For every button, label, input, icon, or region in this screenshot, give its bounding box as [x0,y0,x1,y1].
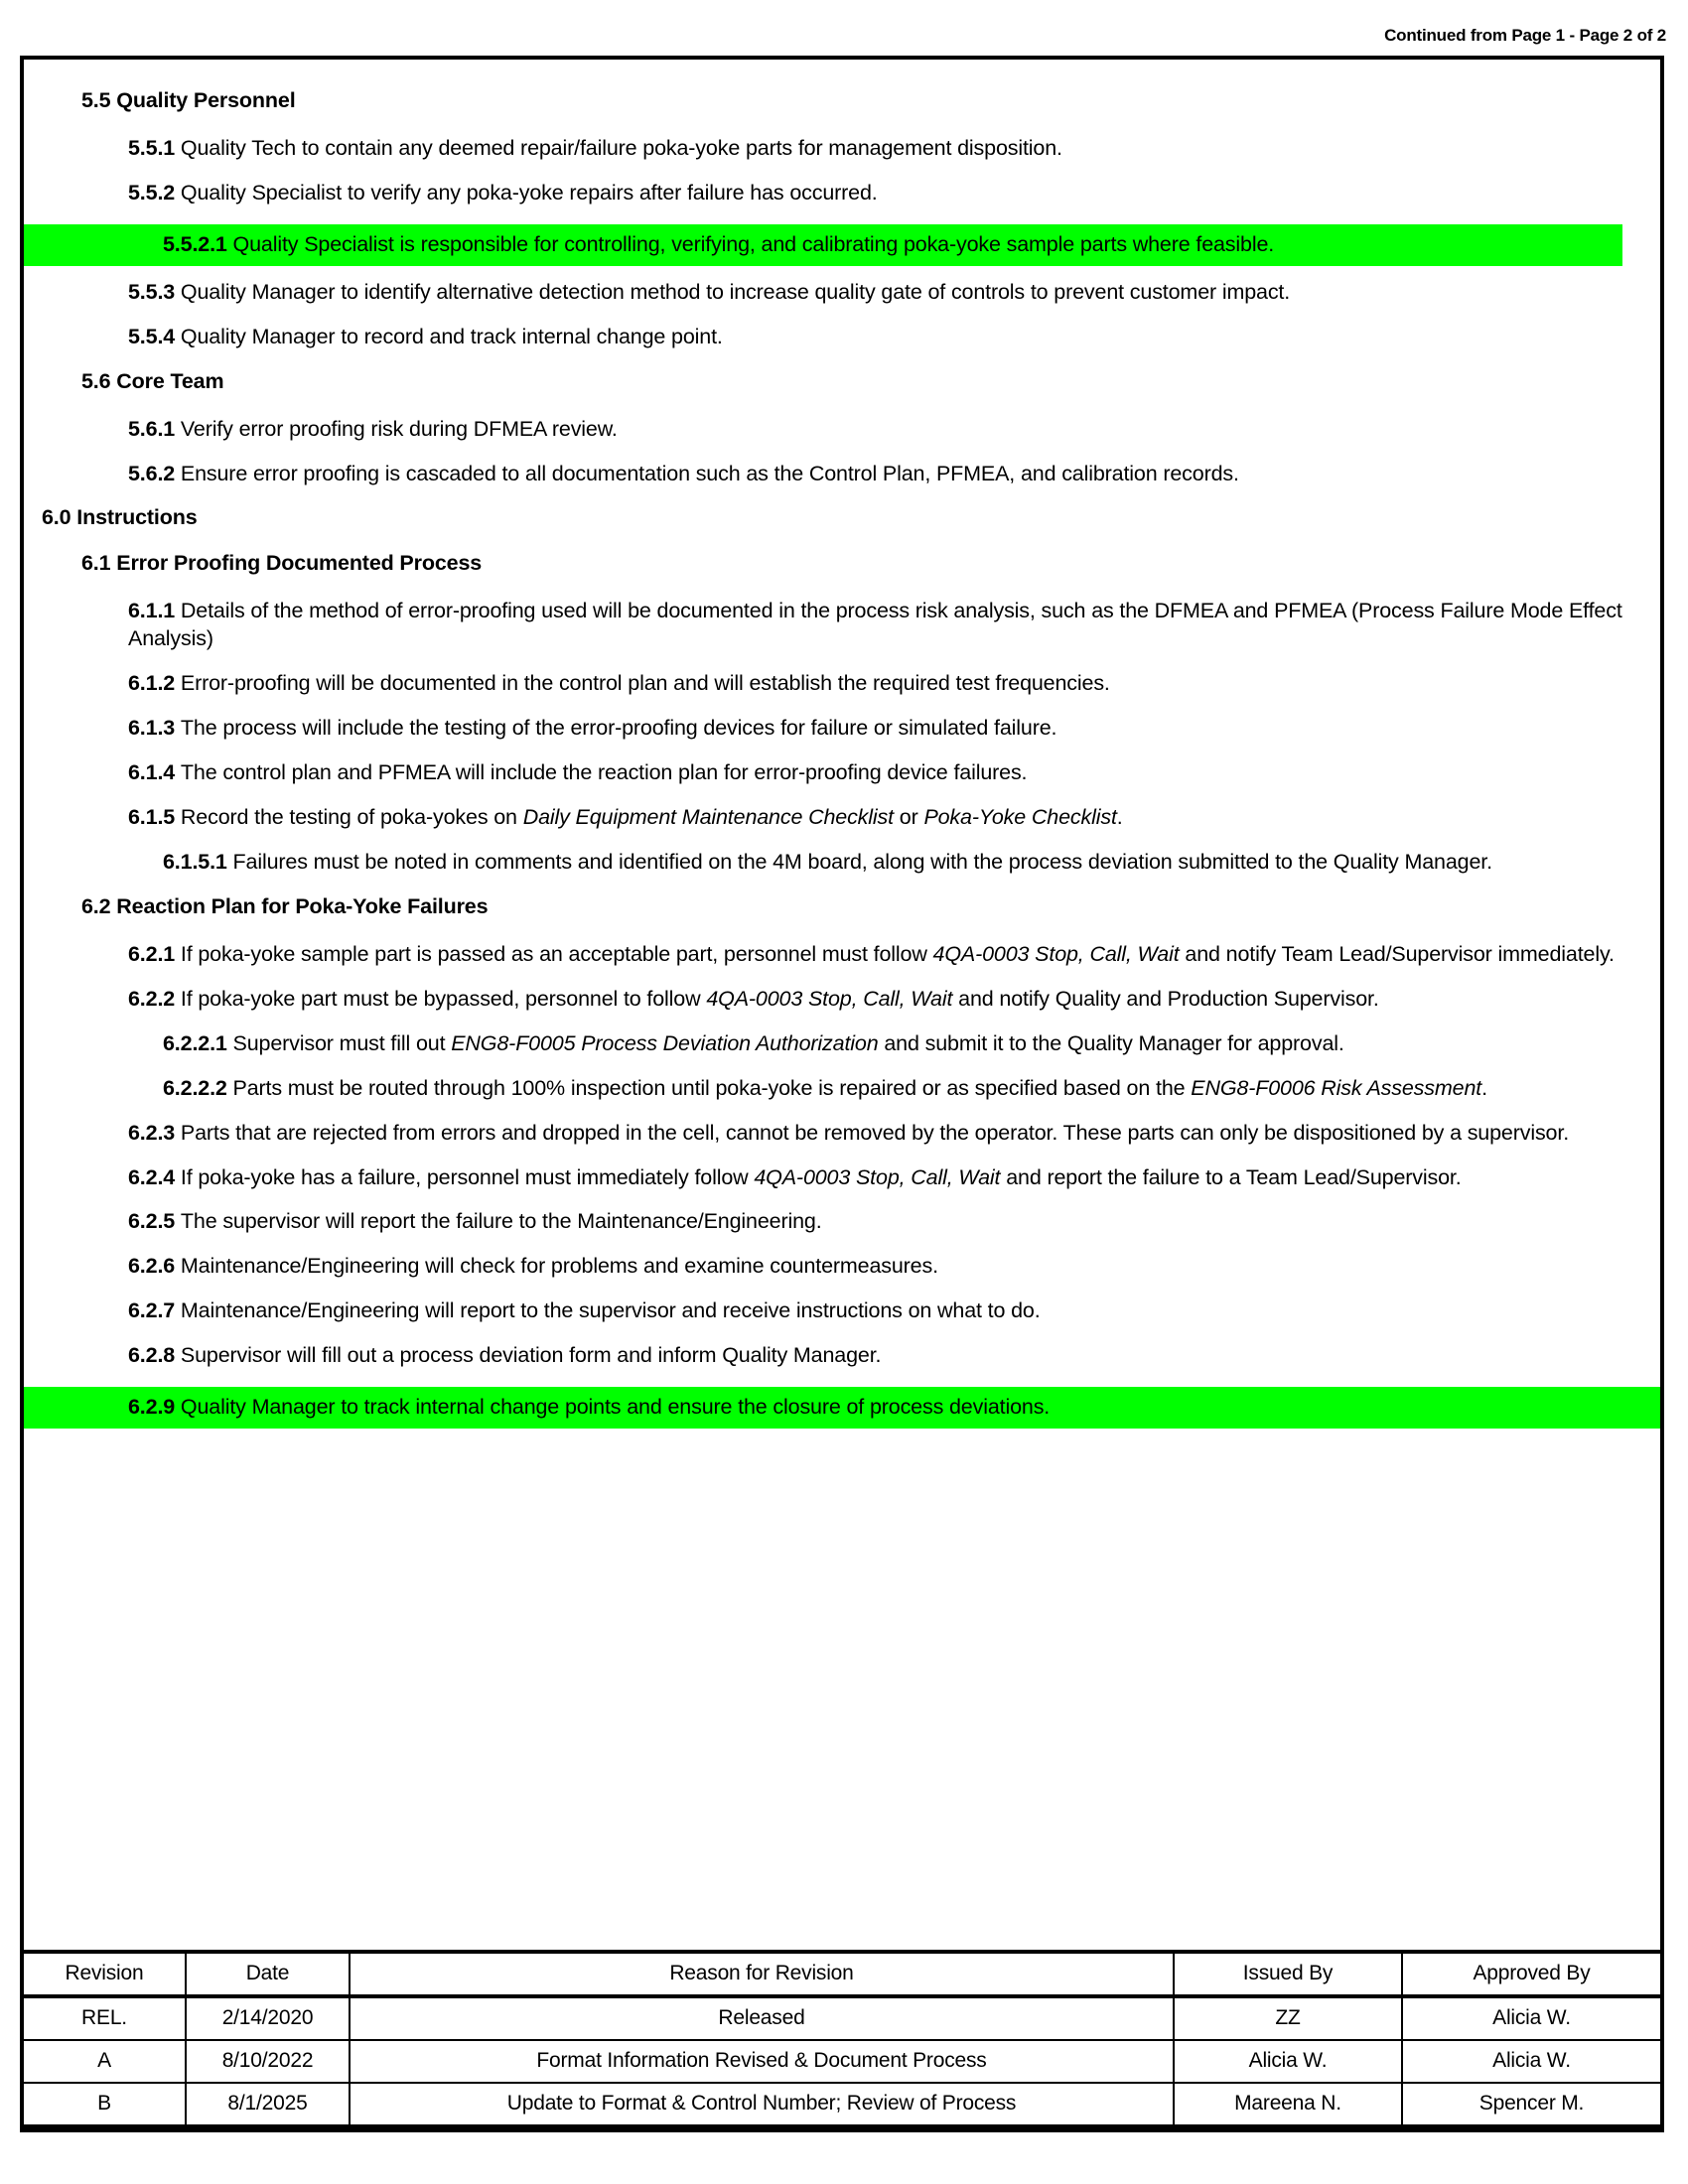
heading-6-1 [24,550,1660,578]
clause-5-5-3-number: 5.5.3 [128,279,181,304]
clause-6-1-5-doc-ref-1: Daily Equipment Maintenance Checklist [522,805,894,829]
cell-reason: Released [350,1996,1174,2040]
cell-issued-by: Mareena N. [1174,2083,1402,2126]
clause-5-5-1-text: Quality Tech to contain any deemed repair/failure poka-yoke parts for management disposition. [180,135,1062,160]
clause-6-2-5 [24,1208,1660,1236]
heading-6-0 [24,504,1660,532]
clause-5-6-1-number: 5.6.1 [128,416,181,441]
clause-5-5-2 [24,180,1660,207]
cell-issued-by: ZZ [1174,1996,1402,2040]
clause-6-2-8-text: Supervisor will fill out a process deviation form and inform Quality Manager. [180,1343,882,1368]
clause-6-1-5 [24,804,1660,832]
clause-6-2-1-pre: If poka-yoke sample part is passed as an acceptable part, personnel must follow [180,941,933,966]
clause-6-2-1 [24,941,1660,969]
cell-issued-by: Alicia W. [1174,2040,1402,2083]
table-row [24,2040,1660,2083]
clause-6-1-4-number: 6.1.4 [128,760,181,785]
clause-5-5-1 [24,135,1660,163]
clause-6-1-5-post: . [1116,805,1123,829]
column-header-date: Date [186,1952,350,1996]
clause-6-2-2-2-number: 6.2.2.2 [163,1075,233,1100]
clause-5-6-1-text: Verify error proofing risk during DFMEA review. [180,416,618,441]
clause-5-5-2-number: 5.5.2 [128,180,181,205]
clause-6-2-6-number: 6.2.6 [128,1254,181,1279]
clause-6-2-8-number: 6.2.8 [128,1343,181,1368]
clause-6-2-2-2-doc-ref: ENG8-F0006 Risk Assessment [1191,1075,1482,1100]
cell-revision: REL. [24,1996,186,2040]
heading-5-5 [24,87,1660,115]
clause-6-2-9-highlighted [24,1387,1660,1429]
clause-5-5-3-text: Quality Manager to identify alternative detection method to increase quality gate of controls to prevent customer impact. [180,279,1291,304]
clause-6-1-1-number: 6.1.1 [128,599,181,623]
clause-6-2-4 [24,1164,1660,1192]
clause-6-1-5-mid: or [893,805,924,829]
clause-6-2-5-text: The supervisor will report the failure to the Maintenance/Engineering. [180,1209,822,1234]
heading-5-6-text: 5.6 Core Team [81,368,224,393]
cell-reason: Update to Format & Control Number; Review of Process [350,2083,1174,2126]
clause-5-5-2-1-highlighted [24,224,1622,266]
clause-6-2-9-text: Quality Manager to track internal change points and ensure the closure of process deviations. [180,1395,1051,1420]
clause-6-2-9-number: 6.2.9 [128,1395,181,1420]
table-row [24,1996,1660,2040]
cell-approved-by: Spencer M. [1402,2083,1660,2126]
column-header-issued-by: Issued By [1174,1952,1402,1996]
clause-5-5-4-number: 5.5.4 [128,324,181,348]
clause-6-2-2-2-post: . [1481,1075,1487,1100]
clause-6-2-8 [24,1342,1660,1370]
clause-5-5-2-1-text: Quality Specialist is responsible for controlling, verifying, and calibrating poka-yoke sample parts where feasible. [232,231,1275,256]
clause-5-5-1-number: 5.5.1 [128,135,181,160]
clause-6-1-5-pre: Record the testing of poka-yokes on [180,805,523,829]
cell-approved-by: Alicia W. [1402,2040,1660,2083]
clause-6-2-3 [24,1120,1660,1148]
clause-6-1-2 [24,670,1660,698]
clause-6-2-2-post: and notify Quality and Production Supervisor. [952,986,1379,1011]
clause-6-2-2-2 [24,1075,1660,1103]
clause-6-2-6-text: Maintenance/Engineering will check for problems and examine countermeasures. [180,1254,938,1279]
document-page-frame [20,56,1664,2132]
clause-6-1-1-text: Details of the method of error-proofing used will be documented in the process risk analysis, such as the DFMEA and PFMEA (Process Failure Mode Effect Analysis) [128,599,1622,651]
clause-6-1-2-number: 6.1.2 [128,671,181,696]
table-row [24,2083,1660,2126]
clause-6-1-3 [24,715,1660,743]
clause-5-5-3 [24,279,1660,307]
heading-6-1-text: 6.1 Error Proofing Documented Process [81,551,483,576]
clause-6-2-2-1-doc-ref: ENG8-F0005 Process Deviation Authorization [451,1030,879,1055]
clause-6-2-2-1 [24,1030,1660,1058]
clause-6-1-5-1-number: 6.1.5.1 [163,849,233,874]
clause-6-2-7-number: 6.2.7 [128,1298,181,1323]
clause-5-5-2-text: Quality Specialist to verify any poka-yoke repairs after failure has occurred. [180,180,878,205]
page-continuation-note: Continued from Page 1 - Page 2 of 2 [1384,26,1666,45]
clause-6-2-2-pre: If poka-yoke part must be bypassed, personnel to follow [180,986,707,1011]
clause-6-1-5-doc-ref-2: Poka-Yoke Checklist [923,805,1117,829]
clause-6-1-5-number: 6.1.5 [128,805,181,829]
table-header-row [24,1952,1660,1996]
clause-5-6-1 [24,416,1660,444]
cell-date: 2/14/2020 [186,1996,350,2040]
cell-date: 8/1/2025 [186,2083,350,2126]
clause-6-2-1-doc-ref: 4QA-0003 Stop, Call, Wait [932,941,1180,966]
clause-6-2-2-1-pre: Supervisor must fill out [232,1030,452,1055]
clause-6-1-4 [24,759,1660,787]
clause-6-2-4-number: 6.2.4 [128,1164,181,1189]
clause-6-2-2-2-pre: Parts must be routed through 100% inspection until poka-yoke is repaired or as specified based on the [232,1075,1192,1100]
clause-6-2-1-number: 6.2.1 [128,941,181,966]
clause-6-1-4-text: The control plan and PFMEA will include the reaction plan for error-proofing device failures. [180,760,1028,785]
heading-5-6 [24,368,1660,396]
clause-6-2-5-number: 6.2.5 [128,1209,181,1234]
cell-revision: A [24,2040,186,2083]
clause-5-6-2 [24,461,1660,488]
revision-history-table [24,1950,1660,2128]
document-body [24,60,1660,1441]
clause-6-2-6 [24,1253,1660,1281]
clause-6-2-2-1-post: and submit it to the Quality Manager for approval. [878,1030,1344,1055]
heading-6-2-text: 6.2 Reaction Plan for Poka-Yoke Failures [81,893,489,918]
heading-6-0-text: 6.0 Instructions [42,505,198,530]
clause-6-2-4-post: and report the failure to a Team Lead/Supervisor. [1000,1164,1462,1189]
clause-6-1-3-number: 6.1.3 [128,716,181,741]
heading-6-2 [24,893,1660,921]
clause-6-1-3-text: The process will include the testing of the error-proofing devices for failure or simulated failure. [180,716,1057,741]
cell-approved-by: Alicia W. [1402,1996,1660,2040]
clause-5-5-4-text: Quality Manager to record and track internal change point. [180,324,723,348]
clause-6-2-4-doc-ref: 4QA-0003 Stop, Call, Wait [754,1164,1001,1189]
cell-date: 8/10/2022 [186,2040,350,2083]
clause-6-2-2-number: 6.2.2 [128,986,181,1011]
clause-6-1-2-text: Error-proofing will be documented in the control plan and will establish the required test frequencies. [180,671,1110,696]
clause-6-1-5-1-text: Failures must be noted in comments and identified on the 4M board, along with the process deviation submitted to the Quality Manager. [232,849,1492,874]
clause-6-2-2-doc-ref: 4QA-0003 Stop, Call, Wait [706,986,953,1011]
column-header-approved-by: Approved By [1402,1952,1660,1996]
clause-5-6-2-text: Ensure error proofing is cascaded to all documentation such as the Control Plan, PFMEA, and calibration records. [180,461,1239,485]
clause-6-2-7-text: Maintenance/Engineering will report to the supervisor and receive instructions on what to do. [180,1298,1041,1323]
clause-6-1-1 [24,598,1660,653]
clause-6-2-2-1-number: 6.2.2.1 [163,1030,233,1055]
column-header-revision: Revision [24,1952,186,1996]
clause-6-2-2 [24,986,1660,1014]
clause-5-5-2-1-number: 5.5.2.1 [163,231,233,256]
clause-6-2-4-pre: If poka-yoke has a failure, personnel must immediately follow [180,1164,755,1189]
revision-history-section [24,1950,1660,2128]
clause-6-2-7 [24,1297,1660,1325]
clause-6-1-5-1 [24,849,1660,877]
heading-5-5-text: 5.5 Quality Personnel [81,88,296,112]
clause-6-2-3-number: 6.2.3 [128,1120,181,1145]
clause-5-6-2-number: 5.6.2 [128,461,181,485]
cell-reason: Format Information Revised & Document Process [350,2040,1174,2083]
clause-6-2-1-post: and notify Team Lead/Supervisor immediately. [1179,941,1615,966]
clause-6-2-3-text: Parts that are rejected from errors and dropped in the cell, cannot be removed by the operator. These parts can only be dispositioned by a supervisor. [180,1120,1570,1145]
clause-5-5-4 [24,324,1660,351]
cell-revision: B [24,2083,186,2126]
column-header-reason: Reason for Revision [350,1952,1174,1996]
